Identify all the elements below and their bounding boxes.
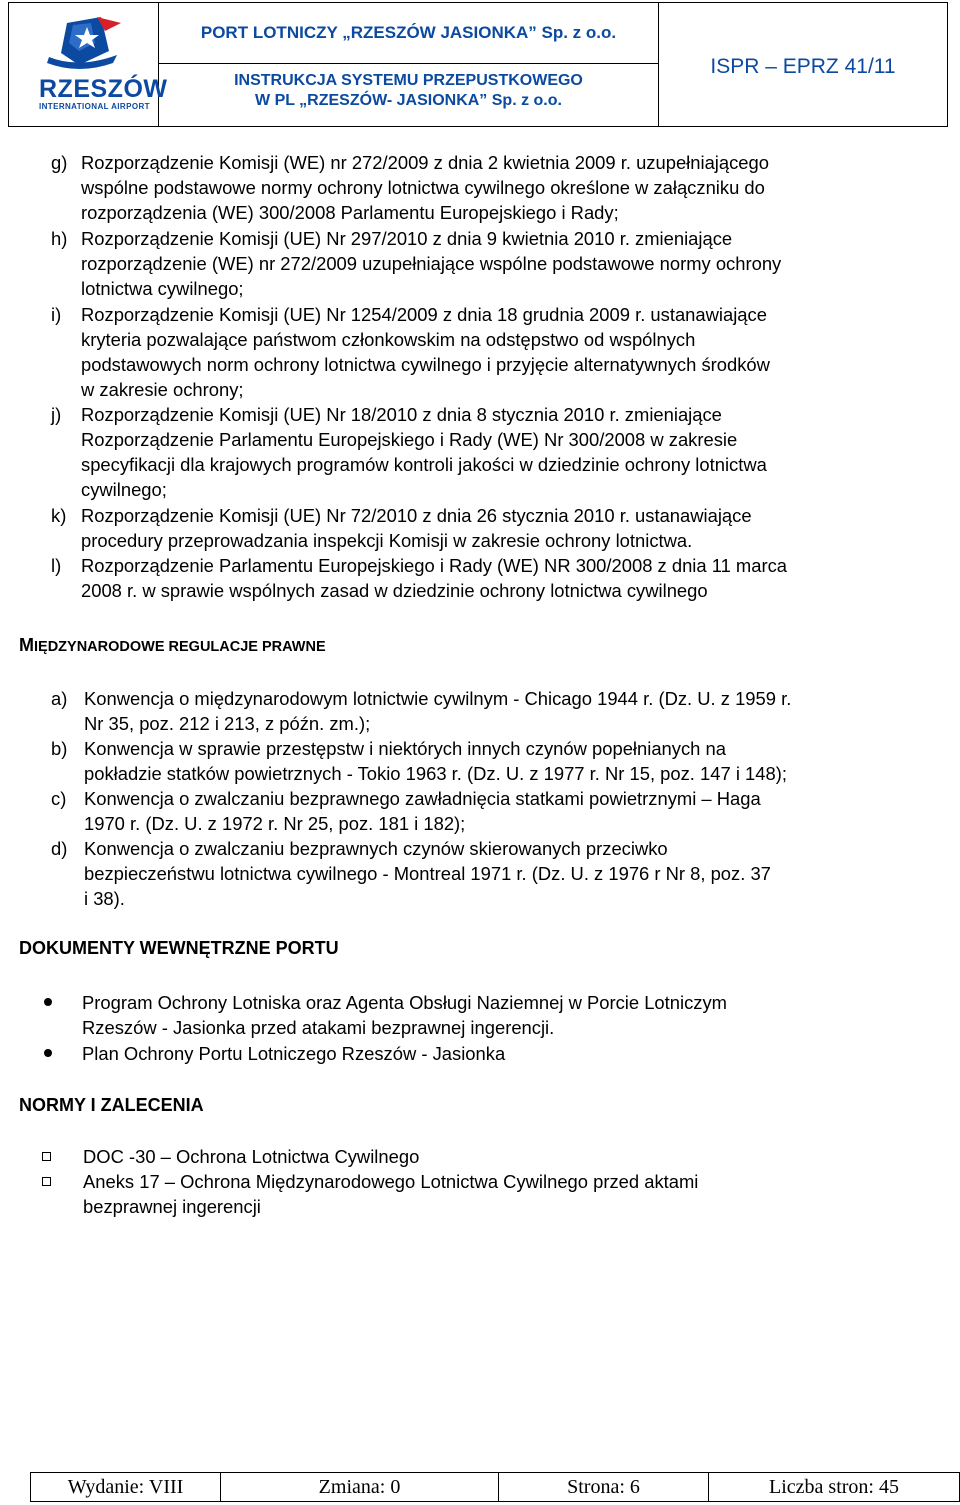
text-line: rozporządzenia (WE) 300/2008 Parlamentu Europejskiego i Rady; <box>81 202 619 223</box>
text-line: 2008 r. w sprawie wspólnych zasad w dziedzinie ochrony lotnictwa cywilnego <box>81 580 708 601</box>
document-title-line-1: INSTRUKCJA SYSTEMU PRZEPUSTKOWEGO <box>234 72 583 89</box>
list-item <box>82 1041 925 1066</box>
text-line: Rozporządzenie Parlamentu Europejskiego i Rady (WE) NR 300/2008 z dnia 11 marca <box>81 555 788 576</box>
document-code: ISPR – EPRZ 41/11 <box>710 55 896 78</box>
list-item <box>84 786 934 836</box>
text-line: wspólne podstawowe normy ochrony lotnictwa cywilnego określone w załączniku do <box>81 177 765 198</box>
list-label: b) <box>51 738 68 759</box>
text-line: 1970 r. (Dz. U. z 1972 r. Nr 25, poz. 181 i 182); <box>84 813 466 834</box>
document-header <box>8 2 948 127</box>
text-line: Rzeszów - Jasionka przed atakami bezprawnej ingerencji. <box>82 1017 555 1038</box>
text-line: Rozporządzenie Komisji (UE) Nr 1254/2009 z dnia 18 grudnia 2009 r. ustanawiające <box>81 304 767 325</box>
list-item <box>81 302 931 402</box>
list-item <box>81 503 931 553</box>
logo-wordmark: RZESZÓW <box>39 75 168 103</box>
text-line: cywilnego; <box>81 479 167 500</box>
text-line: kryteria pozwalające państwom członkowskim na odstępstwo od wspólnych <box>81 329 696 350</box>
list-label: d) <box>51 838 68 859</box>
text-line: bezpieczeństwu lotnictwa cywilnego - Montreal 1971 r. (Dz. U. z 1976 r Nr 8, poz. 37 <box>84 863 771 884</box>
heading-initial: M <box>19 635 34 655</box>
text-line: Konwencja w sprawie przestępstw i niektórych innych czynów popełnianych na <box>84 738 726 759</box>
text-line: rozporządzenie (WE) nr 272/2009 uzupełniające wspólne podstawowe normy ochrony <box>81 253 782 274</box>
list-item <box>84 736 934 786</box>
text-line: Nr 35, poz. 212 i 213, z późn. zm.); <box>84 713 371 734</box>
text-line: Program Ochrony Lotniska oraz Agenta Obsługi Naziemnej w Porcie Lotniczym <box>82 992 727 1013</box>
text-line: w zakresie ochrony; <box>81 379 244 400</box>
text-line: podstawowych norm ochrony lotnictwa cywilnego i przyjęcie alternatywnych środków <box>81 354 770 375</box>
list-label: h) <box>51 228 68 249</box>
footer-page-count: Liczba stron: 45 <box>769 1476 899 1498</box>
list-label: c) <box>51 788 67 809</box>
document-title <box>159 71 658 111</box>
list-label: a) <box>51 688 68 709</box>
text-line: procedury przeprowadzania inspekcji Komisji w zakresie ochrony lotnictwa. <box>81 530 693 551</box>
company-name: PORT LOTNICZY „RZESZÓW JASIONKA” Sp. z o.o. <box>159 3 658 64</box>
document-title-line-2: W PL „RZESZÓW- JASIONKA” Sp. z o.o. <box>255 92 562 109</box>
text-line: lotnictwa cywilnego; <box>81 278 244 299</box>
checkbox-square-icon <box>42 1152 51 1161</box>
list-item <box>81 226 931 301</box>
list-label: k) <box>51 505 67 526</box>
text-line: specyfikacji dla krajowych programów kontroli jakości w dziedzinie ochrony lotnictwa <box>81 454 767 475</box>
footer-page: Strona: 6 <box>499 1473 709 1501</box>
bullet-icon <box>44 1049 52 1057</box>
section-heading-standards: NORMY I ZALECENIA <box>19 1095 204 1115</box>
text-line: pokładzie statków powietrznych - Tokio 1963 r. (Dz. U. z 1977 r. Nr 15, poz. 147 i 148); <box>84 763 787 784</box>
heading-rest: IĘDZYNARODOWE REGULACJE PRAWNE <box>34 639 326 655</box>
list-item <box>81 402 931 502</box>
text-line: bezprawnej ingerencji <box>83 1196 261 1217</box>
list-item <box>83 1169 926 1219</box>
list-item <box>81 150 931 225</box>
header-title-cell <box>159 3 659 126</box>
text-line: DOC -30 – Ochrona Lotnictwa Cywilnego <box>83 1146 420 1167</box>
document-footer <box>30 1472 960 1502</box>
list-item <box>84 686 934 736</box>
text-line: Plan Ochrony Portu Lotniczego Rzeszów - Jasionka <box>82 1043 506 1064</box>
text-line: Rozporządzenie Komisji (WE) nr 272/2009 z dnia 2 kwietnia 2009 r. uzupełniającego <box>81 152 769 173</box>
list-label: i) <box>51 304 62 325</box>
text-line: Konwencja o międzynarodowym lotnictwie cywilnym - Chicago 1944 r. (Dz. U. z 1959 r. <box>84 688 792 709</box>
checkbox-square-icon <box>42 1177 51 1186</box>
text-line: Aneks 17 – Ochrona Międzynarodowego Lotnictwa Cywilnego przed aktami <box>83 1171 699 1192</box>
list-label: l) <box>51 555 62 576</box>
bullet-icon <box>44 998 52 1006</box>
list-item <box>83 1144 926 1169</box>
list-label: j) <box>51 404 62 425</box>
list-item <box>82 990 925 1040</box>
text-line: Konwencja o zwalczaniu bezprawnych czynów skierowanych przeciwko <box>84 838 668 859</box>
text-line: i 38). <box>84 888 125 909</box>
section-heading-internal: DOKUMENTY WEWNĘTRZNE PORTU <box>19 938 339 958</box>
footer-change: Zmiana: 0 <box>221 1473 499 1501</box>
text-line: Rozporządzenie Komisji (UE) Nr 72/2010 z dnia 26 stycznia 2010 r. ustanawiające <box>81 505 752 526</box>
list-item <box>84 836 934 911</box>
list-item <box>81 553 931 603</box>
header-code-cell <box>659 3 947 126</box>
list-label: g) <box>51 152 68 173</box>
text-line: Rozporządzenie Parlamentu Europejskiego i Rady (WE) Nr 300/2008 w zakresie <box>81 429 738 450</box>
text-line: Rozporządzenie Komisji (UE) Nr 297/2010 z dnia 9 kwietnia 2010 r. zmieniające <box>81 228 733 249</box>
text-line: Konwencja o zwalczaniu bezprawnego zawładnięcia statkami powietrznymi – Haga <box>84 788 761 809</box>
section-heading-international <box>19 635 326 656</box>
logo-subtitle: INTERNATIONAL AIRPORT <box>39 102 150 111</box>
airport-logo <box>9 3 168 126</box>
footer-edition: Wydanie: VIII <box>31 1473 221 1501</box>
text-line: Rozporządzenie Komisji (UE) Nr 18/2010 z dnia 8 stycznia 2010 r. zmieniające <box>81 404 722 425</box>
